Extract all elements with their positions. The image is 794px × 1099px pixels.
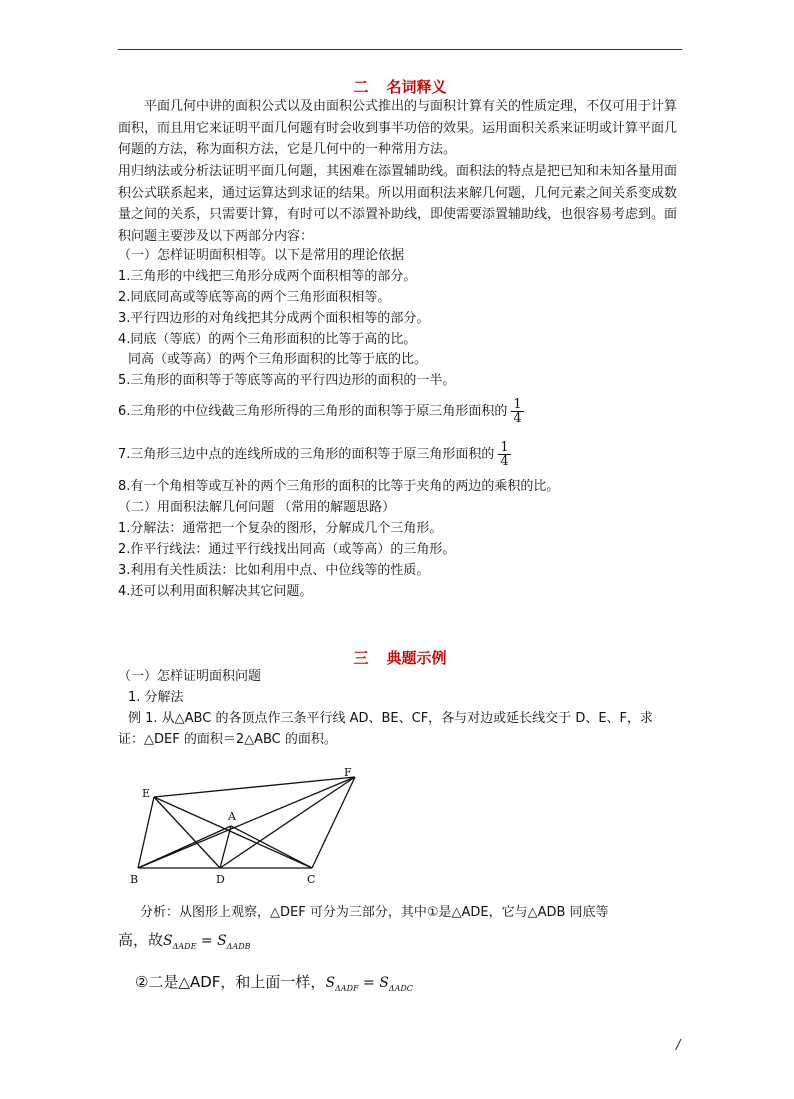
list-item: 4.还可以利用面积解决其它问题。 [118, 584, 313, 599]
list-item: 3.利用有关性质法：比如利用中点、中位线等的性质。 [118, 563, 430, 578]
area-symbol: S [163, 933, 173, 949]
label-E: E [142, 787, 151, 800]
analysis-line-2 [118, 930, 688, 957]
segment-BE [138, 797, 154, 868]
label-B: B [130, 873, 139, 886]
segment-EC [154, 797, 312, 868]
area-symbol: S [325, 975, 336, 991]
list-item: 同高（或等高）的两个三角形面积的比等于底的比。 [128, 352, 428, 367]
area-subscript: ΔADE [172, 941, 197, 951]
label-A: A [228, 810, 236, 823]
section-heading-terms [118, 76, 682, 97]
segment-DF [220, 777, 355, 868]
list-item: 1.三角形的中线把三角形分成两个面积相等的部分。 [118, 269, 417, 284]
list-item-with-fraction [118, 398, 688, 425]
area-symbol: S [217, 933, 227, 949]
list-item: 4.同底（等底）的两个三角形面积的比等于高的比。 [118, 332, 417, 347]
area-subscript: ΔADB [226, 941, 251, 951]
section-heading-examples [118, 647, 682, 668]
list-item: 2.作平行线法：通过平行线找出同高（或等高）的三角形。 [118, 542, 456, 557]
area-subscript: ΔADC [388, 983, 413, 993]
formula-area-ade-equals-adb [163, 933, 251, 949]
list-item: 8.有一个角相等或互补的两个三角形的面积的比等于夹角的两边的乘积的比。 [118, 479, 560, 494]
section2-title: （二）用面积法解几何问题 （常用的解题思路） [118, 500, 396, 515]
label-F: F [344, 766, 352, 779]
segment-FC [312, 777, 355, 868]
equals-sign: = [196, 933, 218, 949]
segment-EF [154, 777, 355, 797]
segment-AC [231, 826, 312, 868]
example-1-line-1: 例 1. 从△ABC 的各顶点作三条平行线 AD、BE、CF，各与对边或延长线交于 D、E、F，求 [128, 711, 654, 726]
examples-subtitle: （一）怎样证明面积问题 [118, 669, 262, 684]
fraction-denominator: 4 [500, 454, 509, 469]
label-D: D [216, 873, 225, 886]
example-1-line-2: 证：△DEF 的面积＝2△ABC 的面积。 [118, 732, 337, 747]
formula-area-adf-equals-adc [325, 975, 412, 991]
fraction-one-quarter [498, 441, 510, 468]
page-number: / [676, 1038, 681, 1053]
fraction-denominator: 4 [513, 411, 522, 426]
header-rule [118, 49, 682, 50]
intro-paragraph-1: 平面几何中讲的面积公式以及由面积公式推出的与面积计算有关的性质定理，不仅可用于计算面积，而且用它来证明平面几何题有时会收到事半功倍的效果。运用面积关系来证明或计算平面几何题的方法，称为面积方法，它是几何中的一种常用方法。 [118, 99, 678, 157]
list-item-text: 6.三角形的中位线截三角形所得的三角形的面积等于原三角形面积的 [118, 404, 508, 419]
segment-AB [138, 826, 231, 868]
analysis-line-1: 分析：从图形上观察，△DEF 可分为三部分，其中①是△ADE，它与△ADB 同底等 [140, 905, 609, 920]
triangle-figure [118, 760, 378, 890]
heading-number: 二 [353, 78, 369, 96]
intro-paragraph-2: 用归纳法或分析法证明平面几何题，其困难在添置辅助线。面积法的特点是把已知和未知各量用面积公式联系起来，通过运算达到求证的结果。所以用面积法来解几何题，几何元素之间关系变成数量之间的关系，只需要计算，有时可以不添置补助线，即使需要添置辅助线，也很容易考虑到。面积问题主要涉及以下两部分内容： [118, 164, 678, 244]
list-item: 2.同底同高或等底等高的两个三角形面积相等。 [118, 290, 391, 305]
fraction-numerator: 1 [513, 397, 522, 412]
area-subscript: ΔADF [335, 983, 359, 993]
method-label: 1. 分解法 [128, 690, 184, 705]
segment-BF [138, 777, 355, 868]
equals-sign: = [358, 975, 380, 991]
area-symbol: S [379, 975, 389, 991]
label-C: C [307, 873, 316, 886]
heading-title: 名词释义 [386, 78, 447, 96]
section1-title: （一）怎样证明面积相等。以下是常用的理论依据 [118, 248, 405, 263]
analysis-prefix: 高，故 [118, 931, 164, 949]
analysis-prefix: ②二是△ADF，和上面一样， [135, 973, 326, 991]
fraction-numerator: 1 [500, 440, 509, 455]
list-item-with-fraction [118, 441, 688, 468]
list-item-text: 7.三角形三边中点的连线所成的三角形的面积等于原三角形面积的 [118, 447, 495, 462]
analysis-line-3 [135, 972, 705, 999]
list-item: 5.三角形的面积等于等底等高的平行四边形的面积的一半。 [118, 373, 456, 388]
fraction-one-quarter [511, 398, 523, 425]
heading-number: 三 [353, 649, 369, 667]
heading-title: 典题示例 [386, 649, 447, 667]
list-item: 3.平行四边形的对角线把其分成两个面积相等的部分。 [118, 311, 430, 326]
list-item: 1.分解法：通常把一个复杂的图形，分解成几个三角形。 [118, 521, 443, 536]
